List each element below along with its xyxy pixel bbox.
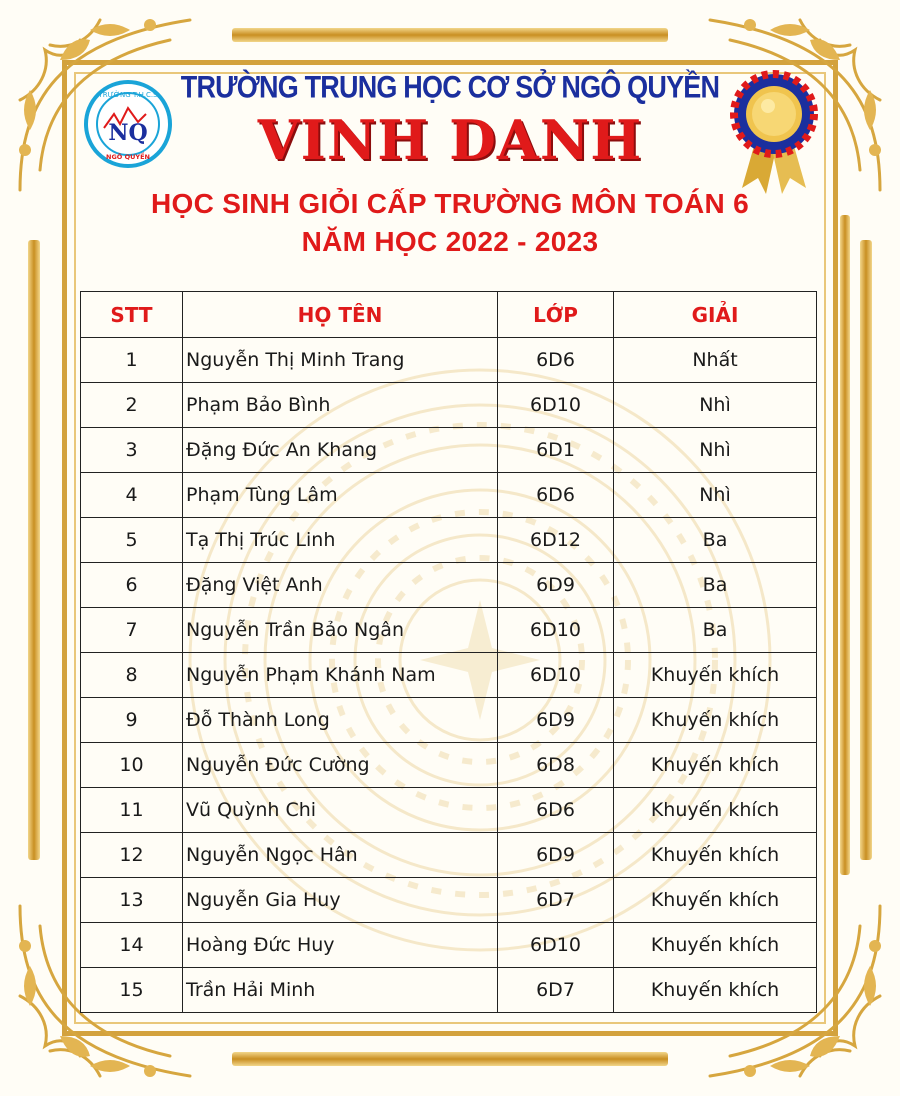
cell-class: 6D9: [498, 698, 614, 743]
frame-right-bar: [860, 240, 872, 860]
cell-name: Nguyễn Gia Huy: [183, 878, 498, 923]
cell-class: 6D7: [498, 878, 614, 923]
header-award: GIẢI: [614, 292, 817, 338]
cell-class: 6D12: [498, 518, 614, 563]
cell-award: Khuyến khích: [614, 653, 817, 698]
cell-class: 6D10: [498, 608, 614, 653]
medal-icon: [728, 70, 820, 198]
table-row: [81, 428, 817, 473]
cell-name: Tạ Thị Trúc Linh: [183, 518, 498, 563]
table-row: [81, 698, 817, 743]
cell-class: 6D10: [498, 383, 614, 428]
cell-stt: 4: [81, 473, 183, 518]
cell-name: Vũ Quỳnh Chi: [183, 788, 498, 833]
table-row: [81, 968, 817, 1013]
school-logo: [84, 80, 172, 168]
cell-award: Khuyến khích: [614, 923, 817, 968]
frame-left-bar: [28, 240, 40, 860]
cell-name: Nguyễn Phạm Khánh Nam: [183, 653, 498, 698]
table-row: [81, 338, 817, 383]
cell-stt: 13: [81, 878, 183, 923]
cell-class: 6D6: [498, 788, 614, 833]
cell-name: Đỗ Thành Long: [183, 698, 498, 743]
header-name: HỌ TÊN: [183, 292, 498, 338]
cell-class: 6D10: [498, 923, 614, 968]
cell-class: 6D9: [498, 563, 614, 608]
cell-name: Trần Hải Minh: [183, 968, 498, 1013]
cell-class: 6D10: [498, 653, 614, 698]
table-row: [81, 518, 817, 563]
logo-top-text: TRƯỜNG T.H.C.S: [98, 91, 158, 99]
cell-award: Ba: [614, 518, 817, 563]
headline-vinh-danh: VINH DANH: [257, 108, 643, 172]
cell-class: 6D1: [498, 428, 614, 473]
cell-award: Ba: [614, 563, 817, 608]
cell-award: Nhì: [614, 383, 817, 428]
cell-award: Khuyến khích: [614, 743, 817, 788]
cell-award: Ba: [614, 608, 817, 653]
cell-stt: 6: [81, 563, 183, 608]
frame-bottom-bar: [232, 1052, 668, 1066]
frame-inner-right-bar: [840, 215, 850, 875]
header-stt: STT: [81, 292, 183, 338]
cell-award: Khuyến khích: [614, 788, 817, 833]
subtitle-line-2: NĂM HỌC 2022 - 2023: [301, 226, 599, 257]
cell-award: Nhất: [614, 338, 817, 383]
table-row: [81, 563, 817, 608]
table-row: [81, 653, 817, 698]
cell-award: Nhì: [614, 428, 817, 473]
table-row: [81, 383, 817, 428]
cell-name: Phạm Bảo Bình: [183, 383, 498, 428]
cell-stt: 1: [81, 338, 183, 383]
cell-stt: 7: [81, 608, 183, 653]
cell-stt: 5: [81, 518, 183, 563]
cell-stt: 3: [81, 428, 183, 473]
school-name: TRƯỜNG TRUNG HỌC CƠ SỞ NGÔ QUYỀN: [180, 69, 720, 105]
cell-stt: 12: [81, 833, 183, 878]
cell-name: Nguyễn Thị Minh Trang: [183, 338, 498, 383]
award-table: [80, 291, 817, 1013]
table-row: [81, 878, 817, 923]
cell-name: Nguyễn Đức Cường: [183, 743, 498, 788]
cell-stt: 11: [81, 788, 183, 833]
cell-award: Khuyến khích: [614, 968, 817, 1013]
cell-stt: 14: [81, 923, 183, 968]
table-row: [81, 608, 817, 653]
table-header-row: [81, 292, 817, 338]
cell-stt: 15: [81, 968, 183, 1013]
cell-name: Nguyễn Trần Bảo Ngân: [183, 608, 498, 653]
cell-stt: 10: [81, 743, 183, 788]
header-class: LỚP: [498, 292, 614, 338]
cell-name: Hoàng Đức Huy: [183, 923, 498, 968]
table-row: [81, 833, 817, 878]
cell-class: 6D8: [498, 743, 614, 788]
cell-class: 6D6: [498, 338, 614, 383]
cell-name: Nguyễn Ngọc Hân: [183, 833, 498, 878]
cell-stt: 8: [81, 653, 183, 698]
cell-award: Nhì: [614, 473, 817, 518]
cell-class: 6D6: [498, 473, 614, 518]
subtitle-line-1: HỌC SINH GIỎI CẤP TRƯỜNG MÔN TOÁN 6: [151, 188, 749, 219]
cell-award: Khuyến khích: [614, 878, 817, 923]
cell-name: Đặng Việt Anh: [183, 563, 498, 608]
cell-stt: 2: [81, 383, 183, 428]
cell-class: 6D7: [498, 968, 614, 1013]
logo-bottom-text: NGÔ QUYỀN: [106, 153, 150, 161]
logo-monogram: NQ: [108, 120, 148, 146]
table-row: [81, 923, 817, 968]
frame-top-bar: [232, 28, 668, 42]
cell-stt: 9: [81, 698, 183, 743]
cell-class: 6D9: [498, 833, 614, 878]
table-row: [81, 473, 817, 518]
table-row: [81, 788, 817, 833]
cell-award: Khuyến khích: [614, 698, 817, 743]
cell-name: Đặng Đức An Khang: [183, 428, 498, 473]
table-row: [81, 743, 817, 788]
cell-award: Khuyến khích: [614, 833, 817, 878]
cell-name: Phạm Tùng Lâm: [183, 473, 498, 518]
